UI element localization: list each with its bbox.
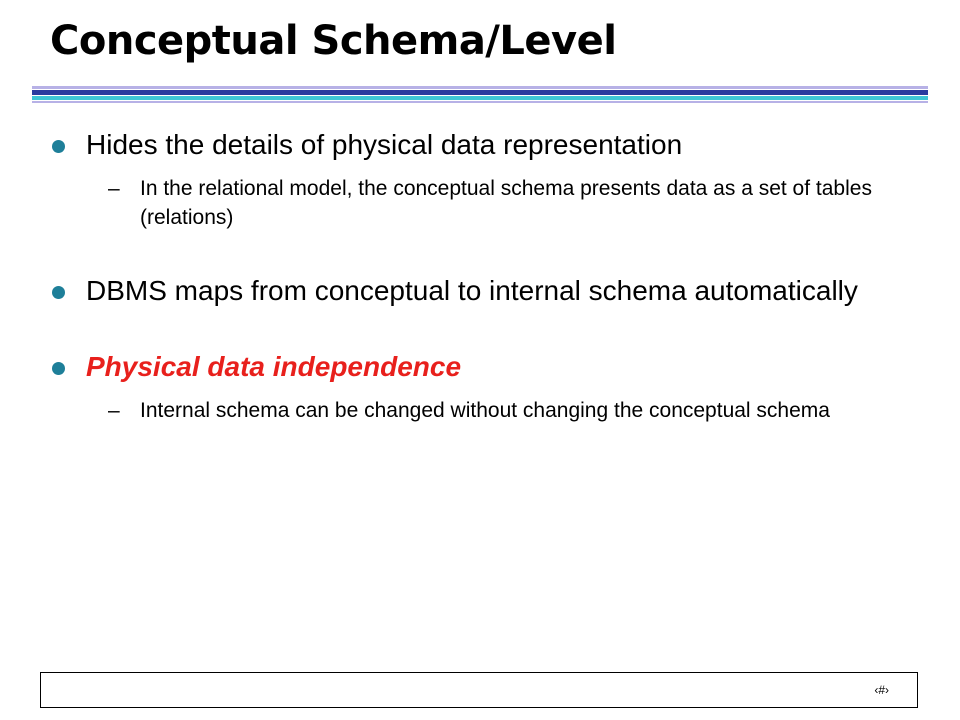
- bullet-dot-icon: [52, 362, 65, 375]
- title-underline-rules: [32, 86, 928, 104]
- bullet-dot-icon: [52, 140, 65, 153]
- page-number: ‹#›: [874, 683, 889, 697]
- bullet-dot-icon: [52, 286, 65, 299]
- bullet-item-3: [50, 350, 910, 384]
- dash-marker: –: [108, 177, 120, 200]
- bullet-text: DBMS maps from conceptual to internal schema automatically: [86, 275, 858, 306]
- bullet-text: Hides the details of physical data representation: [86, 129, 683, 160]
- bullet-item-2: [50, 274, 910, 308]
- rule-blue: [32, 90, 928, 95]
- rule-lavender-bottom: [32, 101, 928, 103]
- bullet-item-1: [50, 128, 910, 162]
- dash-marker: –: [108, 399, 120, 422]
- rule-lavender-top: [32, 86, 928, 89]
- rule-cyan: [32, 96, 928, 100]
- bullet-list: [50, 128, 910, 425]
- footer-box: [40, 672, 918, 708]
- sub-bullet-text: Internal schema can be changed without changing the conceptual schema: [140, 399, 830, 422]
- bullet-text-highlight: Physical data independence: [86, 351, 462, 382]
- slide-title: Conceptual Schema/Level: [50, 18, 617, 64]
- sub-bullet-text: In the relational model, the conceptual schema presents data as a set of tables (relations): [140, 177, 872, 229]
- sub-bullet-item: [50, 396, 910, 425]
- sub-bullet-item: [50, 174, 910, 232]
